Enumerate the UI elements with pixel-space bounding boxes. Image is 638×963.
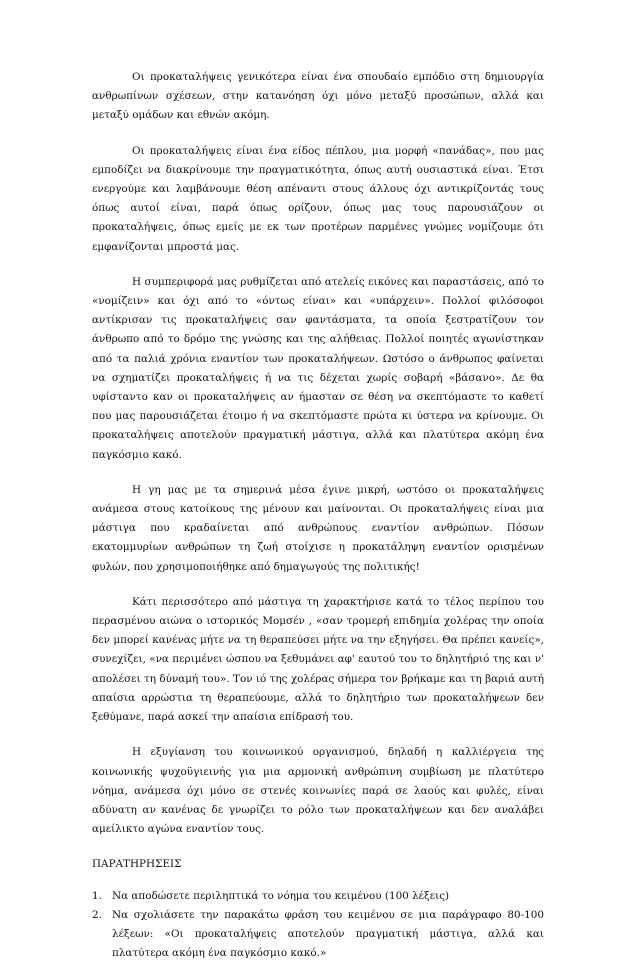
paragraph-1: Οι προκαταλήψεις γενικότερα είναι ένα σπουδαίο εμπόδιο στη δημιουργία ανθρωπίνων σχέσεων, στην κατανόηση όχι μόνο μεταξύ προσώπων, αλλά και μεταξύ ομάδων και εθνών ακόμη. <box>92 71 544 122</box>
paragraph-5: Κάτι περισσότερο από μάστιγα τη χαρακτήρισε κατά το τέλος περίπου του περασμένου αιώνα ο ιστορικός Μομσέν , «σαν τρομερή επιδημία χολέρας την οποία δεν μπορεί κανένας μήτε να τη θεραπεύσει μήτε να την εξηγήσει. Θα πρέπει κανείς», συνεχίζει, «να περιμένει ώσπου να ξεθυμάνει αφ' εαυτού του το δηλητήριό της και ν' απολέσει τη δύναμή του». Τον ιό της χολέρας σήμερα τον βρήκαμε και τη βαριά αυτή απαίσια αρρώστια τη θεραπεύουμε, αλλά το δηλητήριο των προκαταλήψεων δεν ξεθύμανε, παρά ασκεί την απαίσια επίδρασή του. <box>92 595 544 724</box>
paragraph-4: Η γη μας με τα σημερινά μέσα έγινε μικρή, ωστόσο οι προκαταλήψεις ανάμεσα στους κατοίκους της μένουν και μαίνονται. Οι προκαταλήψεις είναι μια μάστιγα που κραδαίνεται από ανθρώπους εναντίον ανθρώπων. Πόσων εκατομμυρίων ανθρώπων τη ζωή στοίχισε η προκατάληψη εναντίον ορισμένων φυλών, που χρησιμοποιήθηκε από δημαγωγούς της πολιτικής! <box>92 483 544 573</box>
document-page <box>92 68 544 963</box>
task-number: 2. <box>92 908 102 921</box>
paragraph-3: Η συμπεριφορά μας ρυθμίζεται από ατελείς εικόνες και παραστάσεις, από το «νομίζειν» και όχι από το «όντως είναι» και «υπάρχειν». Πολλοί φιλόσοφοι αντίκρισαν τις προκαταλήψεις σαν φαντάσματα, τα οποία ξεστρατίζουν τον άνθρωπο από το δρόμο της γνώσης και της αλήθειας. Πολλοί ποιητές αγωνίστηκαν από τα παλιά χρόνια εναντίον των προκαταλήψεων. Ωστόσο ο άνθρωπος φαίνεται να σχηματίζει προκαταλήψεις ή να τις δέχεται χωρίς σοβαρή «βάσανο». Δε θα υφίσταντο καν οι προκαταλήψεις αν ήμασταν σε θέση να σκεπτόμαστε το καθετί που μας παρουσιάζεται έτοιμο ή να σκεπτόμαστε πρώτα κι ύστερα να κρίνουμε. Οι προκαταλήψεις αποτελούν πραγματική μάστιγα, αλλά και πλατύτερα ακόμη ένα παγκόσμιο κακό. <box>92 275 544 461</box>
paragraph-6: Η εξυγίανση του κοινωνικού οργανισμού, δηλαδή η καλλιέργεια της κοινωνικής ψυχοϋγιεινής για μια αρμονική ανθρώπινη συμβίωση με πλατύτερο νόημα, ανάμεσα όχι μόνο σε στενές κοινωνίες παρά σε λαούς και φυλές, είναι αδύνατη αν κανένας δε γνωρίζει το ρόλο των προκαταλήψεων και δεν αναλάβει αμείλικτο αγώνα εναντίον τους. <box>92 746 544 836</box>
task-item-2 <box>92 906 544 963</box>
task-number: 1. <box>92 889 102 902</box>
notes-heading: ΠΑΡΑΤΗΡΗΣΕΙΣ <box>92 858 182 871</box>
task-text: Να αποδώσετε περιληπτικά το νόημα του κειμένου (100 λέξεις) <box>112 889 450 902</box>
paragraph-2: Οι προκαταλήψεις είναι ένα είδος πέπλου, μια μορφή «πανάδας», που μας εμποδίζει να διακρίνουμε την πραγματικότητα, όπως αυτή ουσιαστικά είναι. Έτσι ενεργούμε και λαμβάνουμε θέση απέναντι στους άλλους όχι αντικρίζοντάς τους όπως αυτοί είναι, παρά όπως ορίζουν, όπως μας τους παρουσιάζουν οι προκαταλήψεις, όπως εμείς με εκ των προτέρων παρμένες γνώμες νομίζουμε ότι εμφανίζονται μπροστά μας. <box>92 144 544 253</box>
task-text: Να σχολιάσετε την παρακάτω φράση του κειμένου σε μια παράγραφο 80-100 λέξεων: «Οι προκαταλήψεις αποτελούν πραγματική μάστιγα, αλλά και πλατύτερα ακόμη ένα παγκόσμιο κακό.» <box>112 908 544 960</box>
task-list <box>92 887 544 963</box>
